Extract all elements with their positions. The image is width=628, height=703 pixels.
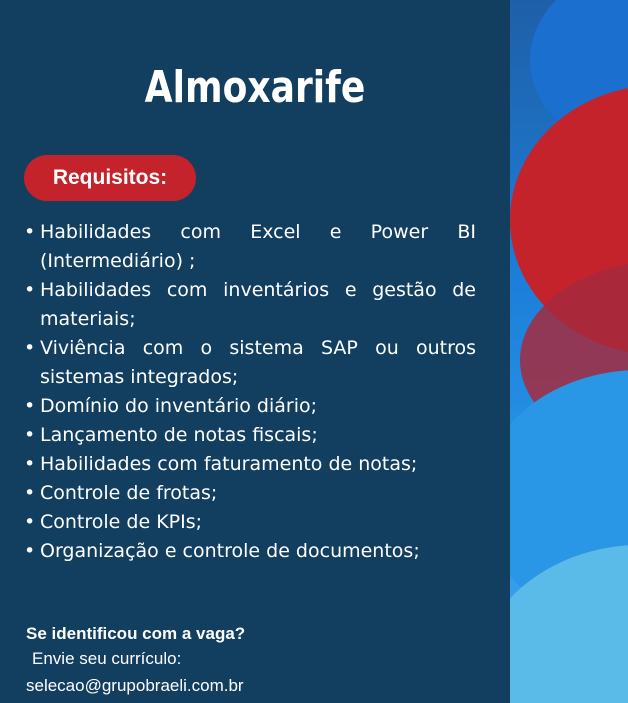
list-item: • Viviência com o sistema SAP ou outros sistemas integrados; [24,334,476,392]
list-item: • Habilidades com faturamento de notas; [24,450,476,479]
job-title: Almoxarife [144,62,366,113]
bullet-icon: • [24,540,36,562]
decorative-side-panel [510,0,628,703]
list-item: • Controle de frotas; [24,479,476,508]
bullet-icon: • [24,482,36,504]
bullet-icon: • [24,511,36,533]
bullet-icon: • [24,221,36,243]
list-item: • Organização e controle de documentos; [24,537,476,566]
call-to-action-question: Se identificou com a vaga? [26,624,246,643]
list-item: • Habilidades com Excel e Power BI (Intermediário) ; [24,218,476,276]
list-item: • Lançamento de notas fiscais; [24,421,476,450]
bullet-icon: • [24,424,36,446]
bullet-icon: • [24,279,36,301]
list-item: • Habilidades com inventários e gestão de materiais; [24,276,476,334]
requirements-label: Requisitos: [52,166,168,189]
bullet-icon: • [24,395,36,417]
bullet-icon: • [24,453,36,475]
requirements-list [24,218,476,566]
list-item: • Domínio do inventário diário; [24,392,476,421]
requirements-badge [24,155,196,201]
call-to-action-instruction: Envie seu currículo: [32,649,182,668]
contact-section [26,622,245,700]
list-item: • Controle de KPIs; [24,508,476,537]
bullet-icon: • [24,337,36,359]
contact-email[interactable]: selecao@grupobraeli.com.br [26,676,244,695]
